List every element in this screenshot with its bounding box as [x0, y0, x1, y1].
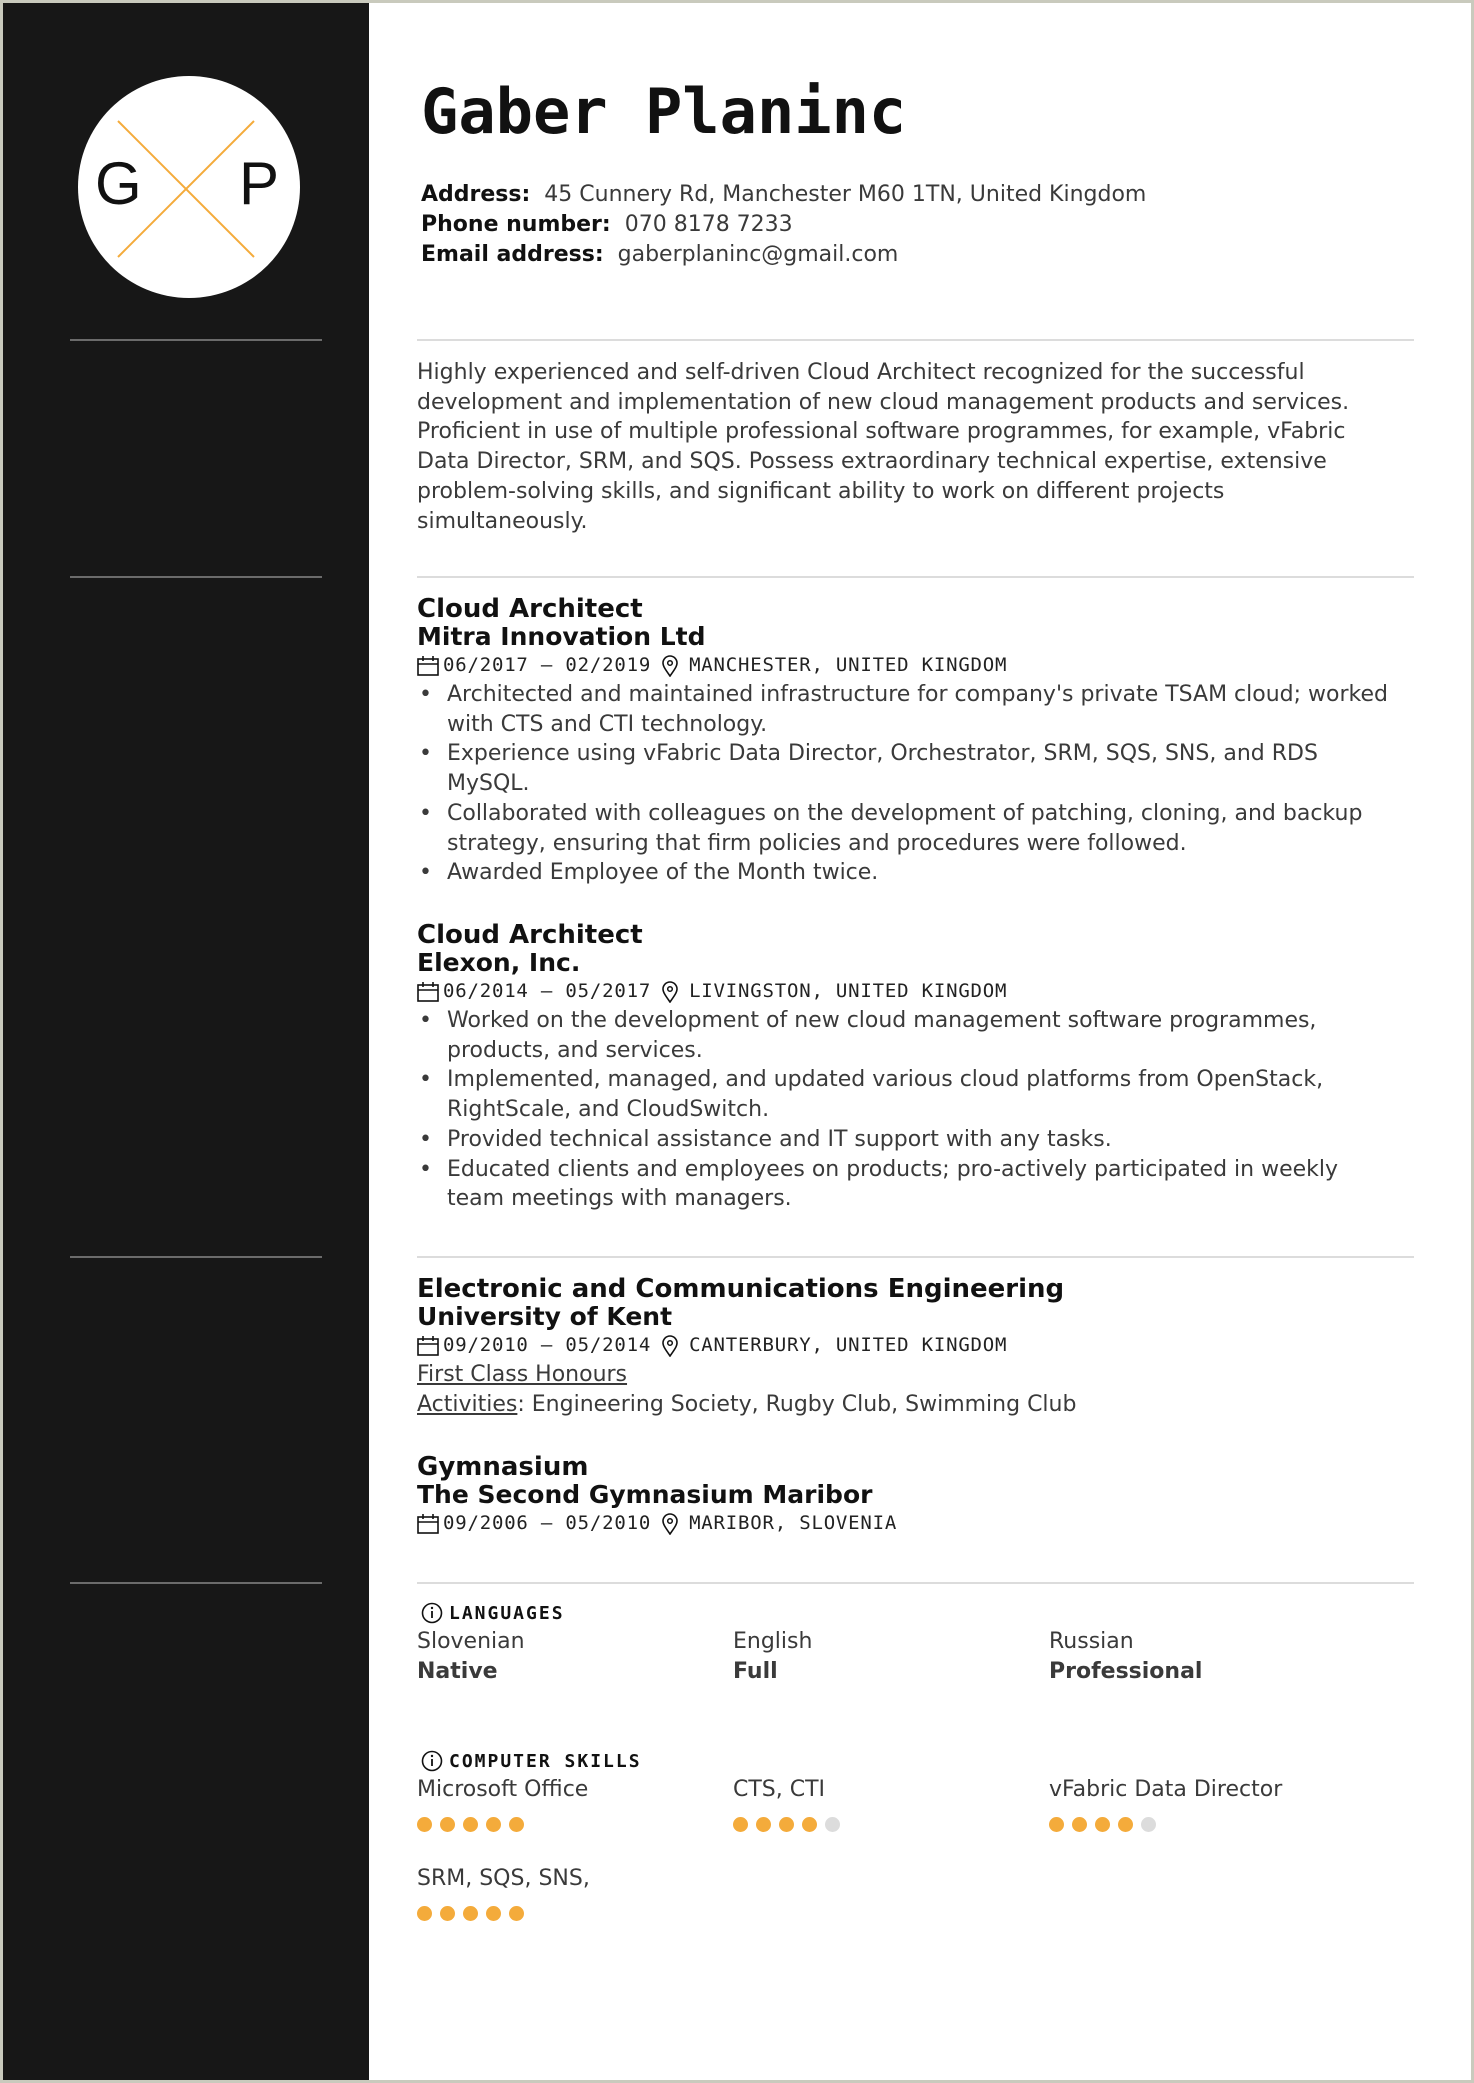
section-divider: [417, 339, 1414, 341]
rating-dot-filled: [417, 1906, 432, 1921]
profile-text: Highly experienced and self-driven Cloud Architect recognized for the successful development and implementation of new cloud management products and services. Proficient in use of multiple professional software programmes, for example, vFabric Data Director, SRM, and SQS. Possess extraordinary technical expertise, extensive problem-solving skills, and significant ability to work on different projects simultaneously.: [417, 360, 1350, 534]
skill-name: Microsoft Office: [417, 1777, 589, 1802]
section-divider: [417, 1582, 1414, 1584]
education-meta: [417, 1509, 1397, 1538]
rating-dot-filled: [486, 1817, 501, 1832]
list-item: • Architected and maintained infrastructure for company's private TSAM cloud; worked with CTS and CTI technology.: [417, 680, 1397, 739]
rating-dot-filled: [1049, 1817, 1064, 1832]
job-company: Elexon, Inc.: [417, 948, 581, 977]
language-level: Full: [733, 1659, 778, 1684]
rating-dot-filled: [779, 1817, 794, 1832]
logo-initial-left: G: [95, 150, 142, 217]
rating-dot-empty: [1141, 1817, 1156, 1832]
job-meta: [417, 977, 1397, 1006]
rating-dot-filled: [463, 1906, 478, 1921]
contact-label: Address:: [421, 182, 531, 207]
contact-value: 070 8178 7233: [624, 212, 793, 237]
monogram-logo: [78, 76, 300, 298]
rating-dot-filled: [486, 1906, 501, 1921]
degree-title: Electronic and Communications Engineering: [417, 1274, 1065, 1304]
contact-label: Email address:: [421, 242, 604, 267]
list-item: • Provided technical assistance and IT support with any tasks.: [417, 1125, 1397, 1155]
skill-rating: [1049, 1817, 1349, 1832]
sidebar-divider: [70, 1256, 322, 1258]
language-name: English: [733, 1629, 813, 1654]
list-item: • Experience using vFabric Data Director, Orchestrator, SRM, SQS, SNS, and RDS MySQL.: [417, 739, 1397, 798]
education-dates: 09/2006 – 05/2010: [443, 1512, 652, 1534]
education-location: MARIBOR, SLOVENIA: [689, 1512, 898, 1534]
section-divider: [417, 1256, 1414, 1258]
honours: First Class Honours: [417, 1362, 628, 1387]
rating-dot-filled: [733, 1817, 748, 1832]
location-pin-icon: [661, 655, 679, 677]
rating-dot-filled: [440, 1906, 455, 1921]
contact-value: 45 Cunnery Rd, Manchester M60 1TN, United Kingdom: [544, 182, 1147, 207]
contact-label: Phone number:: [421, 212, 611, 237]
job-dates: 06/2014 – 05/2017: [443, 980, 652, 1002]
contact-address: [421, 180, 1146, 210]
school-name: University of Kent: [417, 1302, 673, 1331]
contact-value[interactable]: gaberplaninc@gmail.com: [617, 242, 899, 267]
candidate-name: Gaber Planinc: [421, 75, 907, 148]
job-location: MANCHESTER, UNITED KINGDOM: [689, 654, 1008, 676]
job-dates: 06/2017 – 02/2019: [443, 654, 652, 676]
info-icon: [421, 1602, 443, 1624]
sidebar-divider: [70, 1582, 322, 1584]
activities-label: Activities: [417, 1391, 518, 1417]
skill-rating: [417, 1906, 717, 1921]
computer-skill-item: [417, 1864, 717, 1921]
rating-dot-filled: [509, 1817, 524, 1832]
info-icon: [421, 1750, 443, 1772]
language-item: [417, 1627, 717, 1687]
language-name: Russian: [1049, 1629, 1134, 1654]
job-bullets: [417, 680, 1397, 888]
skill-name: CTS, CTI: [733, 1777, 826, 1802]
language-name: Slovenian: [417, 1629, 525, 1654]
sidebar-divider: [70, 339, 322, 341]
education-dates: 09/2010 – 05/2014: [443, 1334, 652, 1356]
education-entry: [417, 1453, 1397, 1538]
contact-email: [421, 240, 898, 270]
computer-skill-item: [417, 1775, 717, 1832]
resume-page: [3, 3, 1471, 2080]
languages-heading-text: LANGUAGES: [449, 1602, 565, 1624]
location-pin-icon: [661, 1513, 679, 1535]
list-item: • Educated clients and employees on products; pro-actively participated in weekly team meetings with managers.: [417, 1155, 1397, 1214]
list-item: • Collaborated with colleagues on the development of patching, cloning, and backup strategy, ensuring that firm policies and procedures were followed.: [417, 799, 1397, 858]
rating-dot-filled: [509, 1906, 524, 1921]
rating-dot-filled: [417, 1817, 432, 1832]
computer-skill-item: [733, 1775, 1033, 1832]
contact-phone: [421, 210, 793, 240]
section-divider: [417, 576, 1414, 578]
logo-initial-right: P: [239, 150, 280, 217]
rating-dot-filled: [1072, 1817, 1087, 1832]
job-company: Mitra Innovation Ltd: [417, 622, 706, 651]
calendar-icon: [417, 1336, 439, 1356]
language-item: [1049, 1627, 1349, 1687]
location-pin-icon: [661, 981, 679, 1003]
rating-dot-filled: [440, 1817, 455, 1832]
work-entry: [417, 595, 1397, 888]
computer-skills-heading: [421, 1750, 642, 1772]
calendar-icon: [417, 1514, 439, 1534]
sidebar-divider: [70, 576, 322, 578]
calendar-icon: [417, 656, 439, 676]
list-item: • Worked on the development of new cloud management software programmes, products, and services.: [417, 1006, 1397, 1065]
list-item: • Implemented, managed, and updated various cloud platforms from OpenStack, RightScale, and CloudSwitch.: [417, 1065, 1397, 1124]
job-title: Cloud Architect: [417, 920, 643, 950]
school-name: The Second Gymnasium Maribor: [417, 1480, 873, 1509]
rating-dot-filled: [756, 1817, 771, 1832]
education-meta: [417, 1331, 1397, 1360]
sidebar: [3, 3, 369, 2080]
job-meta: [417, 651, 1397, 680]
languages-heading: [421, 1602, 565, 1624]
rating-dot-empty: [825, 1817, 840, 1832]
language-level: Professional: [1049, 1659, 1203, 1684]
education-entry: [417, 1275, 1397, 1419]
computer-skill-item: [1049, 1775, 1349, 1832]
job-title: Cloud Architect: [417, 594, 643, 624]
location-pin-icon: [661, 1335, 679, 1357]
skill-rating: [417, 1817, 717, 1832]
rating-dot-filled: [1095, 1817, 1110, 1832]
education-location: CANTERBURY, UNITED KINGDOM: [689, 1334, 1008, 1356]
skill-name: vFabric Data Director: [1049, 1777, 1283, 1802]
work-entry: [417, 921, 1397, 1214]
skill-rating: [733, 1817, 1033, 1832]
activities: [417, 1390, 1397, 1420]
computer-skills-heading-text: COMPUTER SKILLS: [449, 1750, 642, 1772]
skill-name: SRM, SQS, SNS,: [417, 1866, 590, 1891]
calendar-icon: [417, 982, 439, 1002]
language-level: Native: [417, 1659, 498, 1684]
rating-dot-filled: [802, 1817, 817, 1832]
degree-title: Gymnasium: [417, 1452, 589, 1482]
language-item: [733, 1627, 1033, 1687]
list-item: • Awarded Employee of the Month twice.: [417, 858, 1397, 888]
job-bullets: [417, 1006, 1397, 1214]
rating-dot-filled: [463, 1817, 478, 1832]
job-location: LIVINGSTON, UNITED KINGDOM: [689, 980, 1008, 1002]
rating-dot-filled: [1118, 1817, 1133, 1832]
activities-list: : Engineering Society, Rugby Club, Swimming Club: [517, 1391, 1077, 1417]
